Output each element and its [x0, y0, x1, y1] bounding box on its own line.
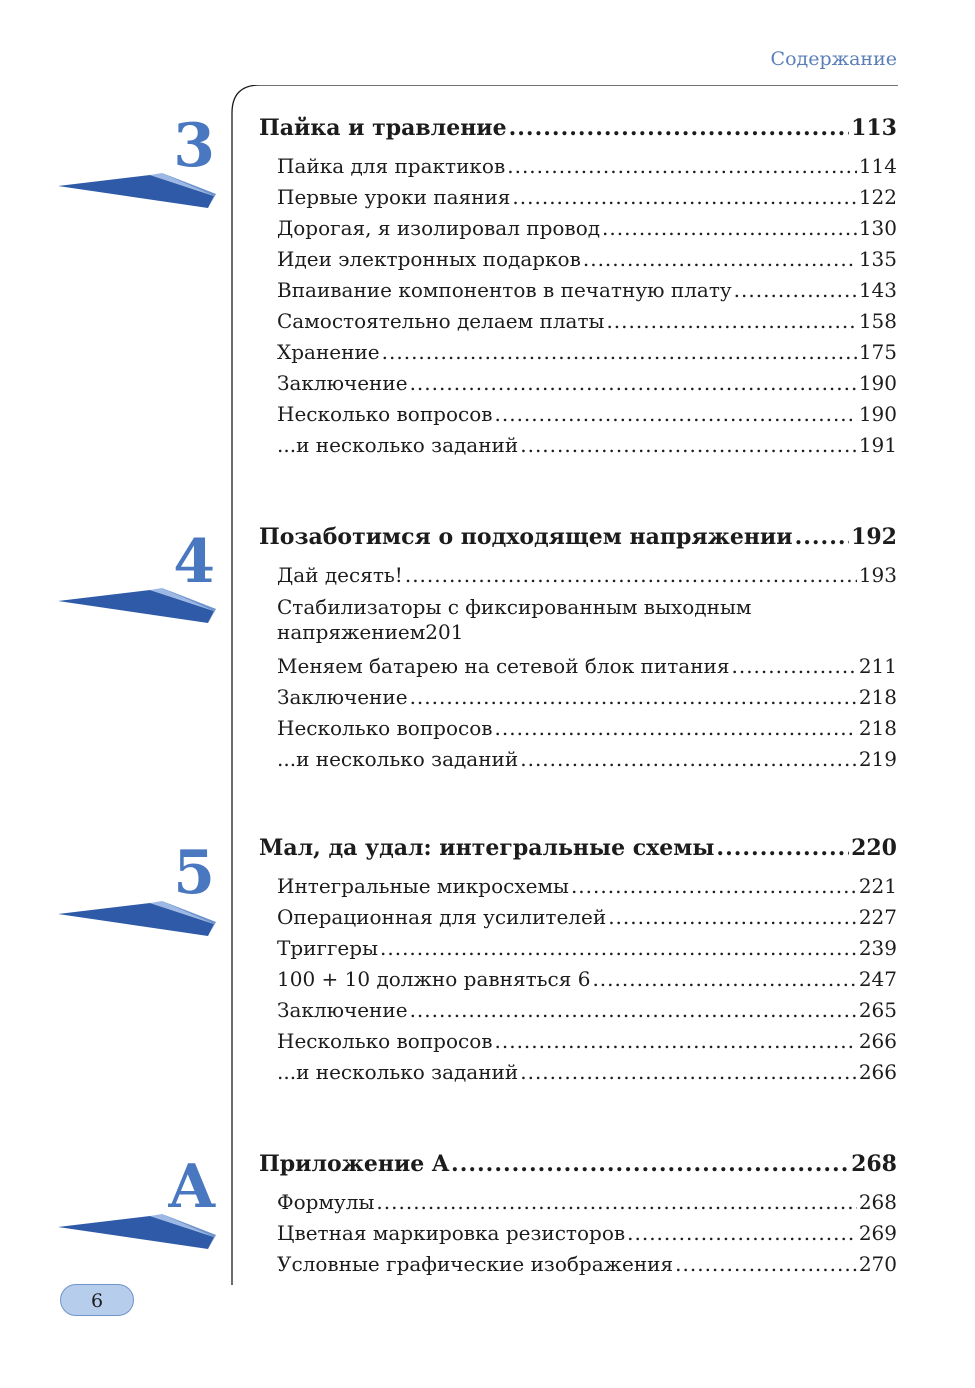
- entry-title: Пайка для практиков: [277, 154, 506, 178]
- toc-entry[interactable]: [277, 1218, 897, 1249]
- entry-page: 270: [858, 1252, 897, 1276]
- entry-page: 266: [858, 1060, 897, 1084]
- dot-leader: [731, 651, 856, 682]
- dot-leader: [592, 964, 856, 995]
- entry-title: ...и несколько заданий: [277, 747, 519, 771]
- chapter-entries: [277, 560, 897, 775]
- entry-title: Идеи электронных подарков: [277, 247, 581, 271]
- dot-leader: [520, 430, 857, 461]
- dot-leader: [495, 713, 857, 744]
- dot-leader: [627, 1218, 857, 1249]
- toc-entry[interactable]: [277, 651, 897, 682]
- entry-title: Несколько вопросов: [277, 716, 493, 740]
- dot-leader: [795, 523, 850, 551]
- entry-title: ...и несколько заданий: [277, 433, 519, 457]
- entry-title: Первые уроки паяния: [277, 185, 511, 209]
- toc-entry[interactable]: [277, 871, 897, 902]
- entry-page: 268: [858, 1190, 897, 1214]
- dot-leader: [602, 213, 857, 244]
- page-number-badge: 6: [60, 1284, 134, 1316]
- entry-title: Впаивание компонентов в печатную плату: [277, 278, 732, 302]
- entry-title: Заключение: [277, 685, 408, 709]
- chapter-title-row[interactable]: [259, 523, 897, 551]
- entry-page: 247: [858, 967, 897, 991]
- entry-title: Условные графические изображения: [277, 1252, 674, 1276]
- toc-entry[interactable]: [277, 1187, 897, 1218]
- toc-entry[interactable]: [277, 560, 897, 591]
- entry-page: 218: [858, 685, 897, 709]
- running-header: Содержание: [770, 48, 897, 70]
- dot-leader: [583, 244, 857, 275]
- chapter-wedge-icon: [58, 1213, 218, 1251]
- chapter-title: Мал, да удал: интегральные схемы: [259, 835, 715, 861]
- chapter-title-row[interactable]: [259, 1150, 897, 1178]
- chapter-title-row[interactable]: [259, 834, 897, 862]
- entry-title: Меняем батарею на сетевой блок питания: [277, 654, 730, 678]
- toc-entry[interactable]: [277, 995, 897, 1026]
- toc-entry[interactable]: [277, 182, 897, 213]
- entry-title: Триггеры: [277, 936, 378, 960]
- dot-leader: [405, 560, 857, 591]
- entry-page: 227: [858, 905, 897, 929]
- entry-title: ...и несколько заданий: [277, 1060, 519, 1084]
- entry-page: 175: [858, 340, 897, 364]
- entry-title: Заключение: [277, 998, 408, 1022]
- toc-entry[interactable]: [277, 275, 897, 306]
- chapter-wedge-icon: [58, 900, 218, 938]
- toc-entry[interactable]: [277, 430, 897, 461]
- entry-page: 269: [858, 1221, 897, 1245]
- entry-page: 190: [858, 371, 897, 395]
- dot-leader: [495, 1026, 857, 1057]
- dot-leader: [382, 337, 857, 368]
- entry-title: Самостоятельно делаем платы: [277, 309, 605, 333]
- entry-page: 143: [858, 278, 897, 302]
- dot-leader: [495, 399, 857, 430]
- dot-leader: [520, 744, 857, 775]
- entry-title: Дай десять!: [277, 563, 403, 587]
- entry-page: 218: [858, 716, 897, 740]
- dot-leader: [410, 368, 857, 399]
- entry-title-continued: напряжением: [277, 620, 426, 644]
- chapter-number: 5: [173, 838, 215, 908]
- entry-title: Цветная маркировка резисторов: [277, 1221, 626, 1245]
- toc-entry[interactable]: [277, 713, 897, 744]
- entry-page: 221: [858, 874, 897, 898]
- dot-leader: [675, 1249, 857, 1280]
- entry-page: 190: [858, 402, 897, 426]
- chapter-entries: [277, 151, 897, 461]
- toc-entry[interactable]: [277, 964, 897, 995]
- chapter-title: Пайка и травление: [259, 115, 507, 141]
- toc-entry[interactable]: [277, 902, 897, 933]
- toc-entry[interactable]: [277, 399, 897, 430]
- toc-entry[interactable]: [277, 1026, 897, 1057]
- entry-page: 130: [858, 216, 897, 240]
- entry-title: 100 + 10 должно равняться 6: [277, 967, 591, 991]
- entry-title: Хранение: [277, 340, 380, 364]
- dot-leader: [376, 1187, 856, 1218]
- dot-leader: [520, 1057, 857, 1088]
- chapter-page: 220: [851, 835, 897, 861]
- toc-entry[interactable]: [277, 591, 897, 645]
- dot-leader: [716, 834, 849, 862]
- chapter-entries: [277, 871, 897, 1088]
- entry-page: 193: [858, 563, 897, 587]
- entry-page: 239: [858, 936, 897, 960]
- toc-entry[interactable]: [277, 744, 897, 775]
- chapter-number: A: [168, 1152, 215, 1222]
- dot-leader: [606, 306, 856, 337]
- dot-leader: [512, 182, 856, 213]
- chapter-title: Приложение A: [259, 1151, 450, 1177]
- chapter-number: 3: [173, 111, 215, 181]
- chapter-title-row[interactable]: [259, 114, 897, 142]
- chapter-number: 4: [173, 527, 215, 597]
- dot-leader: [509, 114, 849, 142]
- entry-title: Формулы: [277, 1190, 375, 1214]
- entry-title: Стабилизаторы с фиксированным выходным: [277, 595, 752, 619]
- dot-leader: [380, 933, 857, 964]
- entry-title: Дорогая, я изолировал провод: [277, 216, 601, 240]
- entry-page: 114: [858, 154, 897, 178]
- entry-page: 266: [858, 1029, 897, 1053]
- chapter-page: 192: [851, 524, 897, 550]
- toc-entry[interactable]: [277, 1057, 897, 1088]
- toc-entry[interactable]: [277, 306, 897, 337]
- dot-leader: [410, 995, 857, 1026]
- dot-leader: [608, 902, 857, 933]
- dot-leader: [734, 275, 857, 306]
- entry-page: 158: [858, 309, 897, 333]
- entry-title: Заключение: [277, 371, 408, 395]
- entry-page: 211: [858, 654, 897, 678]
- entry-title: Несколько вопросов: [277, 402, 493, 426]
- toc-entry[interactable]: [277, 933, 897, 964]
- chapter-wedge-icon: [58, 172, 218, 210]
- dot-leader: [451, 1150, 849, 1178]
- dot-leader: [507, 151, 857, 182]
- dot-leader: [571, 871, 857, 902]
- entry-title: Интегральные микросхемы: [277, 874, 569, 898]
- toc-entry[interactable]: [277, 682, 897, 713]
- toc-entry[interactable]: [277, 337, 897, 368]
- entry-page: 135: [858, 247, 897, 271]
- chapter-entries: [277, 1187, 897, 1280]
- chapter-page: 113: [851, 115, 897, 141]
- toc-entry[interactable]: [277, 368, 897, 399]
- chapter-title: Позаботимся о подходящем напряжении: [259, 524, 793, 550]
- entry-page: 265: [858, 998, 897, 1022]
- entry-title: Операционная для усилителей: [277, 905, 607, 929]
- entry-page: 191: [858, 433, 897, 457]
- entry-title: Несколько вопросов: [277, 1029, 493, 1053]
- toc-entry[interactable]: [277, 244, 897, 275]
- entry-page: 201: [425, 620, 464, 644]
- entry-page: 122: [858, 185, 897, 209]
- chapter-page: 268: [851, 1151, 897, 1177]
- entry-page: 219: [858, 747, 897, 771]
- toc-entry[interactable]: [277, 151, 897, 182]
- dot-leader: [410, 682, 857, 713]
- toc-entry[interactable]: [277, 1249, 897, 1280]
- chapter-wedge-icon: [58, 587, 218, 625]
- toc-entry[interactable]: [277, 213, 897, 244]
